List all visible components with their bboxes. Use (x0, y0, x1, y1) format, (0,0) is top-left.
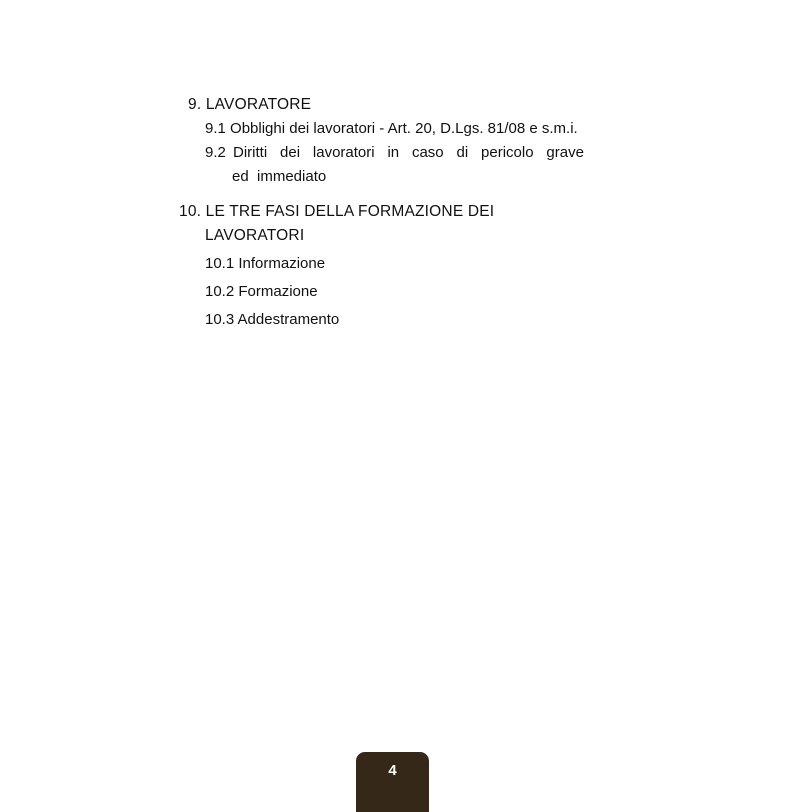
toc-item-9-2-word: dei (280, 144, 301, 161)
toc-section-10-title-continued: LAVORATORI (205, 227, 305, 244)
toc-item-9-2-word: in (387, 144, 400, 161)
toc-item-10-2: 10.2 Formazione (205, 283, 318, 300)
toc-section-10-number: 10. (179, 203, 202, 220)
page-number-tab (356, 752, 429, 812)
toc-item-9-1-number: 9.1 (205, 120, 226, 137)
toc-item-9-1-text: Obblighi dei lavoratori - Art. 20, D.Lgs. 81/08 e s.m.i. (230, 120, 578, 137)
toc-item-9-2-word: di (456, 144, 469, 161)
toc-item-9-2-word: caso (411, 144, 444, 161)
toc-section-9-number: 9. (188, 96, 202, 113)
toc-section-9 (188, 95, 311, 115)
toc-item-9-2-word: Diritti (233, 144, 268, 161)
toc-item-9-2-number: 9.2 (205, 144, 226, 161)
toc-item-10-1: 10.1 Informazione (205, 255, 326, 272)
toc-item-9-2-word: pericolo (481, 144, 534, 161)
toc-item-10-3: 10.3 Addestramento (205, 311, 340, 328)
toc-item-9-1 (205, 119, 578, 139)
toc-item-9-2-text (233, 143, 584, 163)
toc-item-9-2-word: lavoratori (312, 144, 375, 161)
toc-item-9-2-word: grave (546, 144, 584, 161)
page-number: 4 (388, 762, 397, 779)
toc-section-10-title: LE TRE FASI DELLA FORMAZIONE DEI (205, 203, 495, 220)
toc-section-10 (179, 202, 494, 222)
toc-section-9-title: LAVORATORE (205, 96, 312, 113)
toc-item-9-2-continuation: ed immediato (232, 168, 327, 185)
